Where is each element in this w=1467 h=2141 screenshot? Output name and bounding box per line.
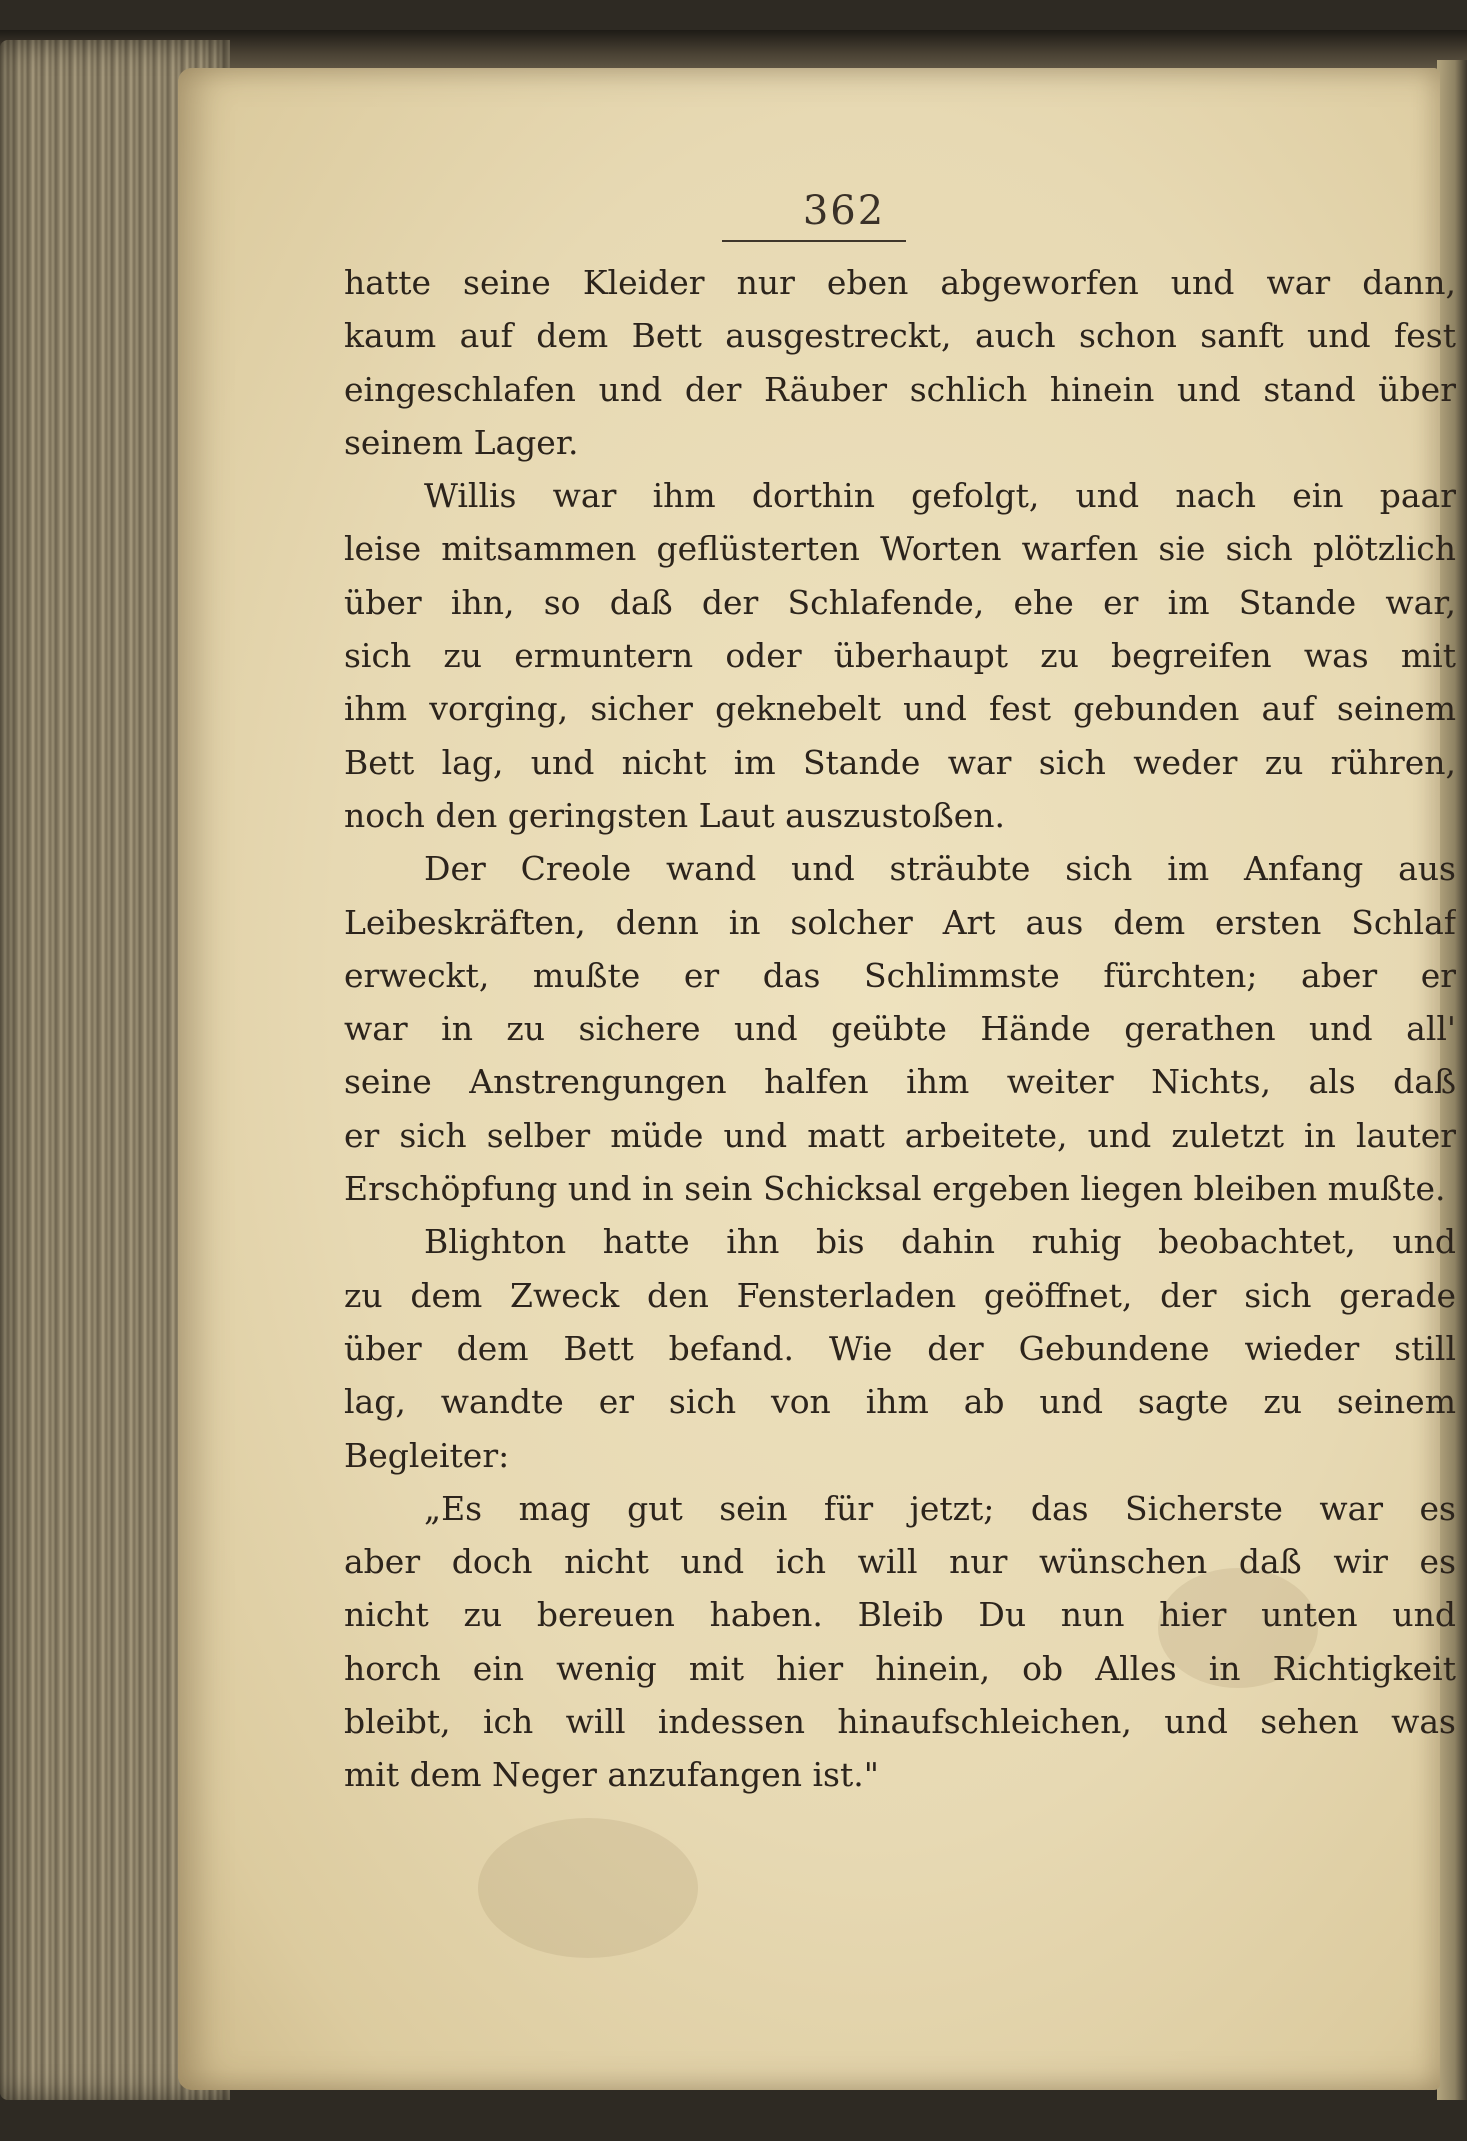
text-line: lag, wandte er sich von ihm ab und sagte zu seinem (344, 1382, 1456, 1422)
text-line: sich zu ermuntern oder überhaupt zu begreifen was mit (344, 636, 1456, 676)
text-line: Leibeskräften, denn in solcher Art aus dem ersten Schlaf (344, 902, 1456, 942)
text-line: kaum auf dem Bett ausgestreckt, auch schon sanft und fest (344, 316, 1456, 356)
text-line: leise mitsammen geflüsterten Worten warfen sie sich plötzlich (344, 529, 1456, 569)
text-line: horch ein wenig mit hier hinein, ob Alles in Richtigkeit (344, 1648, 1456, 1688)
text-line: seine Anstrengungen halfen ihm weiter Nichts, als daß (344, 1062, 1456, 1102)
text-line: eingeschlafen und der Räuber schlich hinein und stand über (344, 369, 1456, 409)
body-text (344, 256, 1456, 1802)
text-line: war in zu sichere und geübte Hände gerathen und all' (344, 1009, 1456, 1049)
text-line: zu dem Zweck den Fensterladen geöffnet, der sich gerade (344, 1275, 1456, 1315)
text-line: nicht zu bereuen haben. Bleib Du nun hier unten und (344, 1595, 1456, 1635)
text-line: Blighton hatte ihn bis dahin ruhig beobachtet, und (424, 1222, 1456, 1262)
page-number: 362 (802, 188, 886, 234)
text-line: bleibt, ich will indessen hinaufschleichen, und sehen was (344, 1702, 1456, 1742)
text-line: Begleiter: (344, 1435, 510, 1475)
text-line: noch den geringsten Laut auszustoßen. (344, 795, 1006, 835)
text-line: Erschöpfung und in sein Schicksal ergeben liegen bleiben mußte. (344, 1169, 1446, 1209)
text-line: seinem Lager. (344, 422, 579, 462)
text-line: aber doch nicht und ich will nur wünschen daß wir es (344, 1542, 1456, 1582)
header-rule (722, 240, 906, 242)
paper-stain (478, 1818, 698, 1958)
book-page (178, 68, 1456, 2090)
text-line: über ihn, so daß der Schlafende, ehe er im Stande war, (344, 582, 1456, 622)
text-line: Der Creole wand und sträubte sich im Anfang aus (424, 849, 1456, 889)
text-line: über dem Bett befand. Wie der Gebundene wieder still (344, 1328, 1456, 1368)
text-line: „Es mag gut sein für jetzt; das Sicherste war es (424, 1488, 1456, 1528)
text-line: erweckt, mußte er das Schlimmste fürchten; aber er (344, 955, 1456, 995)
text-line: er sich selber müde und matt arbeitete, und zuletzt in lauter (344, 1115, 1456, 1155)
text-line: mit dem Neger anzufangen ist." (344, 1755, 879, 1795)
text-line: Willis war ihm dorthin gefolgt, und nach ein paar (424, 476, 1456, 516)
text-line: Bett lag, und nicht im Stande war sich weder zu rühren, (344, 742, 1456, 782)
text-line: ihm vorging, sicher geknebelt und fest gebunden auf seinem (344, 689, 1456, 729)
text-line: hatte seine Kleider nur eben abgeworfen und war dann, (344, 263, 1456, 302)
